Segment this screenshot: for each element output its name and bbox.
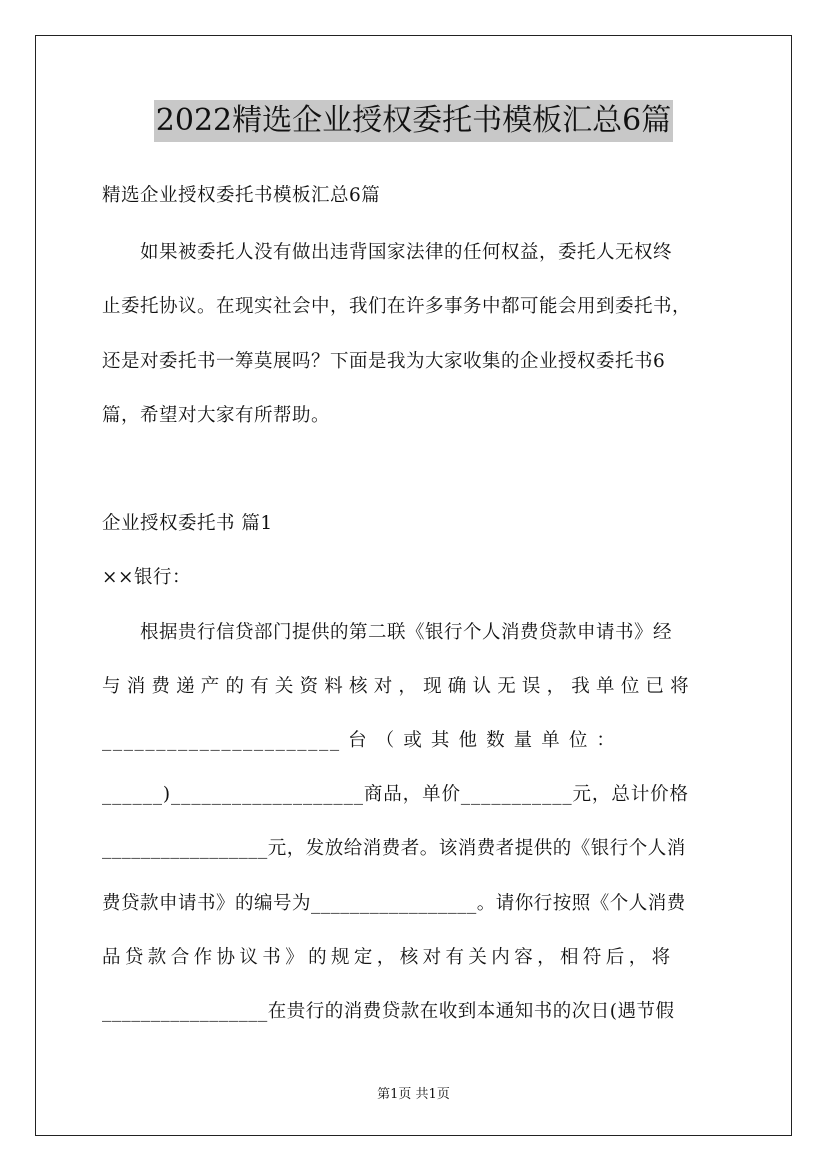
body-line-6: 费贷款申请书》的编号为_________________。请你行按照《个人消费	[102, 893, 686, 914]
document-title: 2022精选企业授权委托书模板汇总6篇	[154, 100, 673, 142]
body-line-1: 根据贵行信贷部门提供的第二联《银行个人消费贷款申请书》经	[102, 622, 673, 643]
intro-line-3: 还是对委托书一筹莫展吗？下面是我为大家收集的企业授权委托书6	[102, 351, 666, 372]
intro-line-2: 止委托协议。在现实社会中，我们在许多事务中都可能会用到委托书，	[102, 296, 692, 317]
document-subtitle: 精选企业授权委托书模板汇总6篇	[102, 185, 381, 206]
page-footer: 第1页 共1页	[377, 1087, 450, 1102]
title-container	[0, 100, 827, 142]
intro-line-4: 篇，希望对大家有所帮助。	[102, 405, 331, 426]
intro-line-1: 如果被委托人没有做出违背国家法律的任何权益，委托人无权终	[102, 242, 673, 263]
body-line-5: _________________元，发放给消费者。该消费者提供的《银行个人消	[102, 838, 686, 859]
body-line-2: 与消费递产的有关资料核对，现确认无误，我单位已将	[102, 676, 695, 697]
body-line-3: ______________________ 台 （ 或 其 他 数 量 单 位 ：	[102, 730, 617, 751]
addressee: ××银行：	[102, 567, 192, 588]
body-line-8: _________________在贵行的消费贷款在收到本通知书的次日(遇节假	[102, 1001, 675, 1022]
section-heading: 企业授权委托书 篇1	[102, 513, 273, 534]
body-line-4: ______)___________________商品，单价___________元，总计价格	[102, 784, 689, 805]
body-line-7: 品贷款合作协议书》的规定，核对有关内容，相符后，将	[102, 947, 675, 968]
